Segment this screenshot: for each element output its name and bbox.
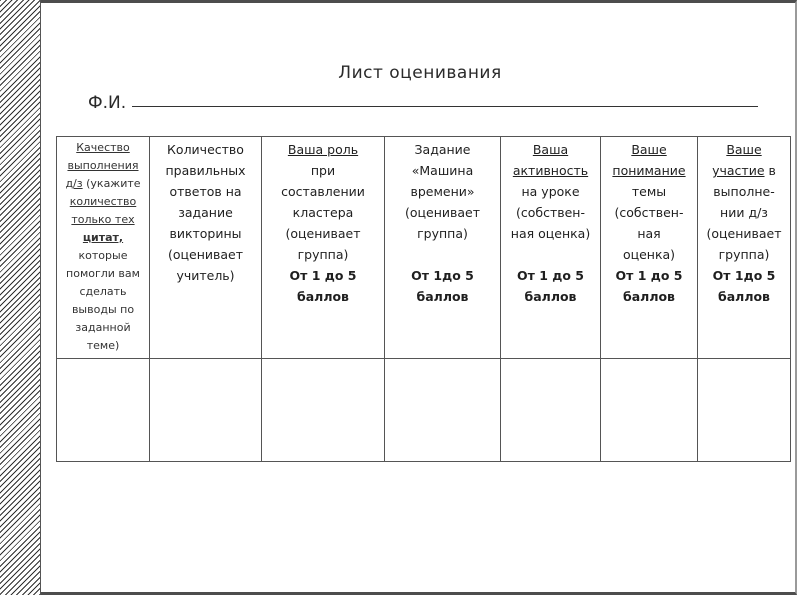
header-lesson-activity: Ваша активность на уроке (собствен- ная оценка) От 1 до 5 баллов — [501, 137, 601, 359]
score-cell-topic-understanding[interactable] — [601, 359, 698, 462]
name-line — [88, 89, 758, 113]
score-entry-row — [57, 359, 791, 462]
header-homework-participation: Ваше участие в выполне- нии д/з (оценивает группа) От 1до 5 баллов — [698, 137, 791, 359]
header-homework-quality: Качество выполнения д/з (укажите количество только тех цитат, которые помогли вам сделать выводы по заданной теме) — [57, 137, 150, 359]
score-cell-homework-participation[interactable] — [698, 359, 791, 462]
header-row — [57, 137, 791, 359]
header-topic-understanding: Ваше понимание темы (собствен- ная оценка) От 1 до 5 баллов — [601, 137, 698, 359]
score-cell-lesson-activity[interactable] — [501, 359, 601, 462]
header-time-machine-task: Задание «Машина времени» (оценивает группа) От 1до 5 баллов — [385, 137, 501, 359]
header-cluster-role: Ваша роль при составлении кластера (оценивает группа) От 1 до 5 баллов — [262, 137, 385, 359]
score-cell-cluster-role[interactable] — [262, 359, 385, 462]
evaluation-table — [56, 136, 791, 462]
score-cell-quiz-answers[interactable] — [150, 359, 262, 462]
score-cell-homework-quality[interactable] — [57, 359, 150, 462]
name-label: Ф.И. — [88, 93, 127, 113]
name-blank-field[interactable] — [132, 92, 758, 107]
sheet-title: Лист оценивания — [338, 63, 502, 83]
header-quiz-answers: Количество правильных ответов на задание викторины (оценивает учитель) — [150, 137, 262, 359]
score-cell-time-machine-task[interactable] — [385, 359, 501, 462]
slide — [40, 0, 800, 600]
hatched-side-stripe — [0, 0, 41, 595]
